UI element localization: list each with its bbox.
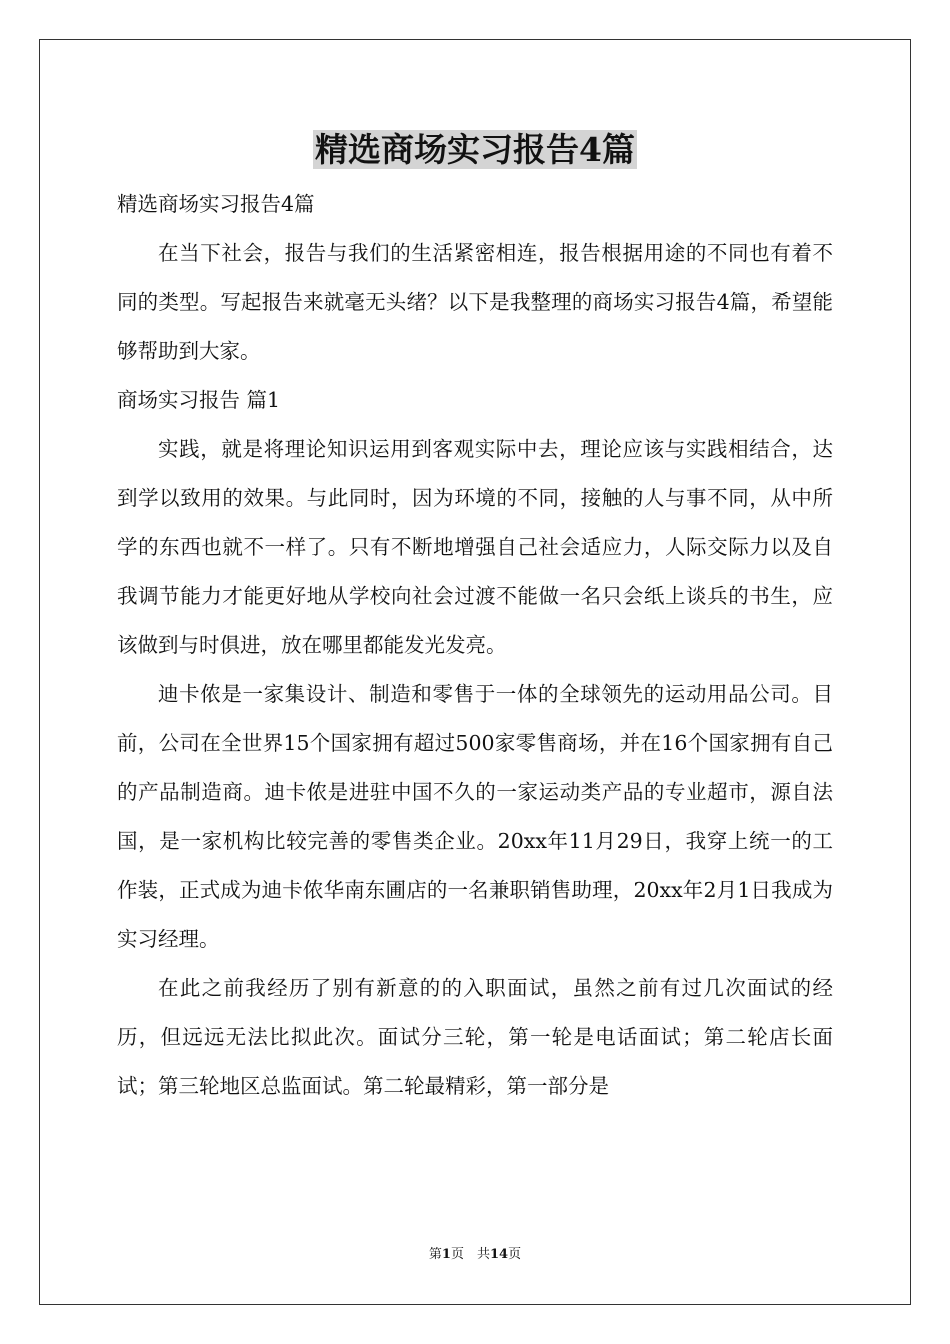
footer-page-current: 1 (441, 1247, 451, 1262)
paragraph-decathlon: 迪卡侬是一家集设计、制造和零售于一体的全球领先的运动用品公司。目前，公司在全世界15个国家拥有超过500家零售商场，并在16个国家拥有自己的产品制造商。迪卡侬是进驻中国不久的一家运动类产品的专业超市，源自法国，是一家机构比较完善的零售类企业。20xx年11月29日，我穿上统一的工作装，正式成为迪卡侬华南东圃店的一名兼职销售助理，20xx年2月1日我成为实习经理。 (117, 682, 833, 951)
footer-page-total: 14 (489, 1247, 509, 1262)
document-subtitle: 精选商场实习报告4篇 (117, 192, 315, 216)
paragraph-practice: 实践，就是将理论知识运用到客观实际中去，理论应该与实践相结合，达到学以致用的效果。与此同时，因为环境的不同，接触的人与事不同，从中所学的东西也就不一样了。只有不断地增强自己社会适应力，人际交际力以及自我调节能力才能更好地从学校向社会过渡不能做一名只会纸上谈兵的书生，应该做到与时俱进，放在哪里都能发光发亮。 (117, 437, 833, 657)
document-title (0, 128, 950, 172)
footer-page-suffix: 页 (508, 1247, 522, 1262)
page-footer (0, 1246, 950, 1264)
paragraph-interview: 在此之前我经历了别有新意的的入职面试，虽然之前有过几次面试的经历，但远远无法比拟此次。面试分三轮，第一轮是电话面试；第二轮店长面试；第三轮地区总监面试。第二轮最精彩，第一部分是 (117, 976, 833, 1098)
footer-page-prefix: 第 (428, 1247, 442, 1262)
paragraph-intro: 在当下社会，报告与我们的生活紧密相连，报告根据用途的不同也有着不同的类型。写起报告来就毫无头绪？以下是我整理的商场实习报告4篇，希望能够帮助到大家。 (117, 241, 833, 363)
footer-page-mid: 页 共 (450, 1247, 490, 1262)
section-heading: 商场实习报告 篇1 (117, 388, 281, 412)
document-title-text: 精选商场实习报告4篇 (315, 130, 635, 169)
document-body (117, 180, 833, 1111)
